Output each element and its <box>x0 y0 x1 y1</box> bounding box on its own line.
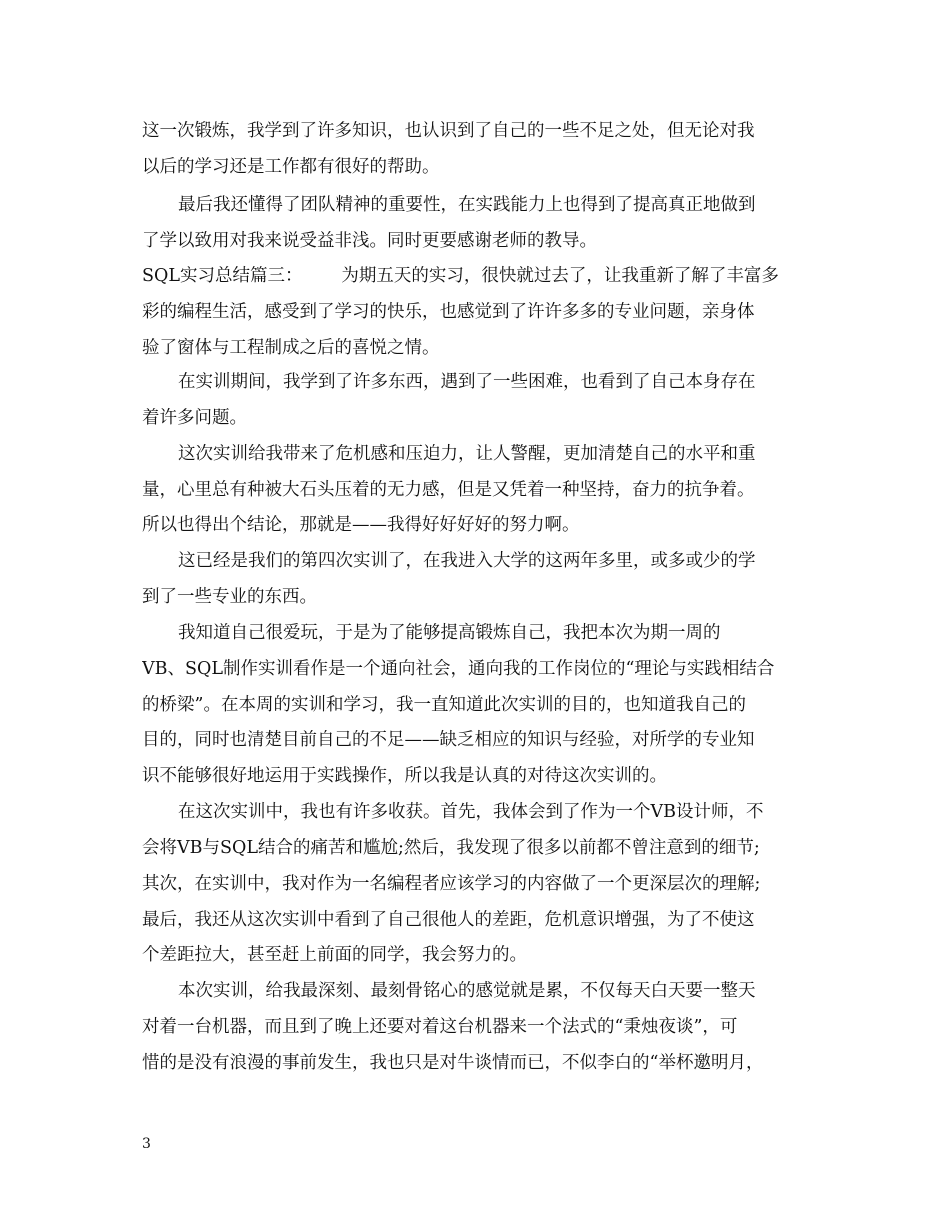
text-line: 最后，我还从这次实训中看到了自己很他人的差距，危机意识增强，为了不使这 <box>142 910 755 930</box>
text-line: 验了窗体与工程制成之后的喜悦之情。 <box>142 338 440 358</box>
text-line: 在实训期间，我学到了许多东西，遇到了一些困难，也看到了自己本身存在 <box>178 372 756 392</box>
text-line: 着许多问题。 <box>142 408 247 428</box>
section-heading-line: SQL实习总结篇三： 为期五天的实习，很快就过去了，让我重新了解了丰富多 <box>142 266 779 286</box>
text-line: 量，心里总有种被大石头压着的无力感，但是又凭着一种坚持，奋力的抗争着。 <box>142 480 755 500</box>
text-line: 这一次锻炼，我学到了许多知识，也认识到了自己的一些不足之处，但无论对我 <box>142 121 755 141</box>
text-line: VB、SQL制作实训看作是一个通向社会，通向我的工作岗位的“理论与实践相结合 <box>142 659 775 679</box>
text-line: 了学以致用对我来说受益非浅。同时更要感谢老师的教导。 <box>142 231 597 251</box>
text-line: 惜的是没有浪漫的事前发生，我也只是对牛谈情而已，不似李白的“举杯邀明月， <box>142 1053 764 1073</box>
text-line: 所以也得出个结论，那就是——我得好好好好的努力啊。 <box>142 515 580 535</box>
text-line: 在这次实训中，我也有许多收获。首先，我体会到了作为一个VB设计师，不 <box>178 802 764 822</box>
page-number: 3 <box>142 1136 151 1152</box>
text-line: 这次实训给我带来了危机感和压迫力，让人警醒，更加清楚自己的水平和重 <box>178 444 756 464</box>
text-line: 以后的学习还是工作都有很好的帮助。 <box>142 157 440 177</box>
text-line: 识不能够很好地运用于实践操作，所以我是认真的对待这次实训的。 <box>142 766 667 786</box>
text-line: 的桥梁”。在本周的实训和学习，我一直知道此次实训的目的，也知道我自己的 <box>142 695 746 715</box>
text-line: 到了一些专业的东西。 <box>142 587 317 607</box>
text-line: 目的，同时也清楚目前自己的不足——缺乏相应的知识与经验，对所学的专业知 <box>142 730 755 750</box>
text-line: 我知道自己很爱玩，于是为了能够提高锻炼自己，我把本次为期一周的 <box>178 623 721 643</box>
text-line: 这已经是我们的第四次实训了，在我进入大学的这两年多里，或多或少的学 <box>178 551 756 571</box>
text-line: 彩的编程生活，感受到了学习的快乐，也感觉到了许许多多的专业问题，亲身体 <box>142 302 755 322</box>
text-line: 本次实训，给我最深刻、最刻骨铭心的感觉就是累，不仅每天白天要一整天 <box>178 981 756 1001</box>
text-line: 最后我还懂得了团队精神的重要性，在实践能力上也得到了提高真正地做到 <box>178 195 756 215</box>
text-line: 对着一台机器，而且到了晚上还要对着这台机器来一个法式的“秉烛夜谈”，可 <box>142 1017 738 1037</box>
text-line: 个差距拉大，甚至赶上前面的同学，我会努力的。 <box>142 945 527 965</box>
text-line: 会将VB与SQL结合的痛苦和尴尬;然后，我发现了很多以前都不曾注意到的细节; <box>142 838 760 858</box>
text-line: 其次，在实训中，我对作为一名编程者应该学习的内容做了一个更深层次的理解; <box>142 874 761 894</box>
